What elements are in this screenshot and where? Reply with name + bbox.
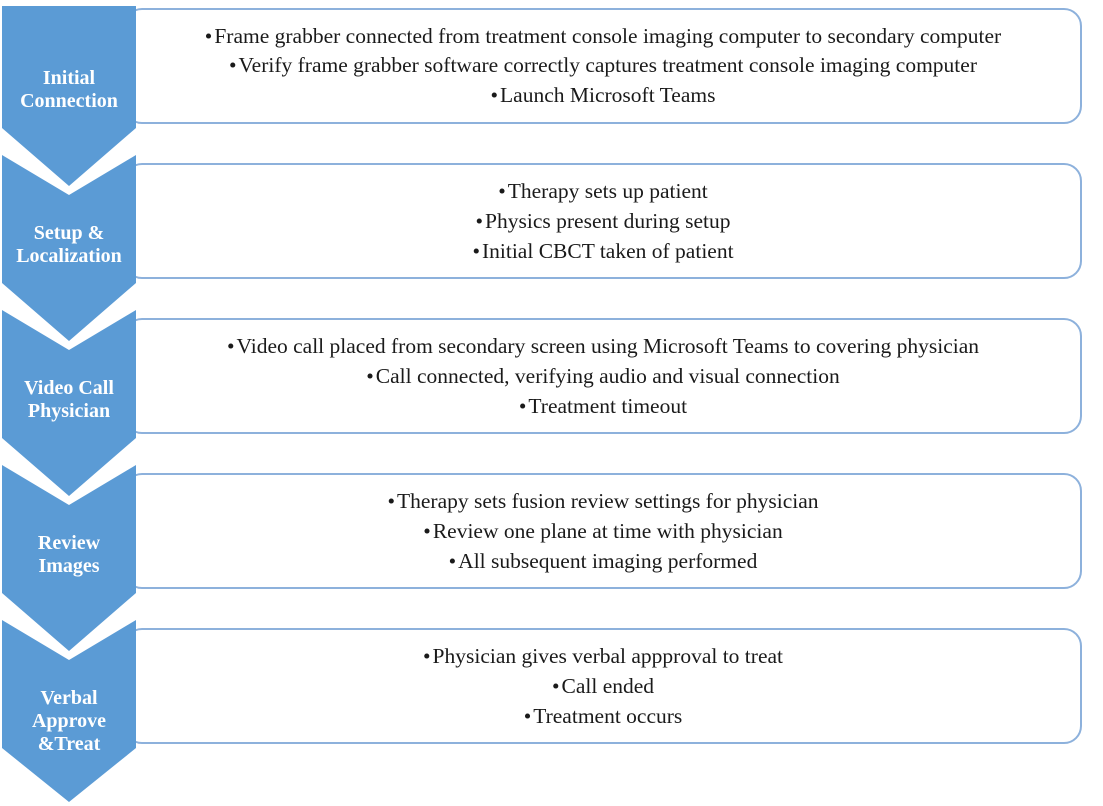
bullet-icon: • (226, 334, 235, 358)
bullet-item (227, 391, 979, 421)
step-label-line: Connection (20, 90, 118, 112)
bullet-icon: • (498, 179, 506, 203)
step-label-line: Initial (42, 67, 96, 89)
step-initial-connection (0, 0, 1103, 150)
bullet-text: Frame grabber connected from treatment console imaging computer to secondary computer (214, 23, 1002, 48)
bullet-icon: • (523, 704, 532, 728)
step-detail-box (124, 8, 1082, 124)
bullet-icon: • (366, 364, 374, 388)
step-label (4, 525, 134, 585)
bullet-icon: • (423, 644, 431, 668)
bullet-list (393, 641, 813, 731)
bullet-item (387, 486, 818, 516)
step-label (4, 682, 134, 760)
step-label (4, 60, 134, 120)
bullet-item (227, 361, 979, 391)
step-label-line: Localization (16, 245, 122, 267)
bullet-text: Video call placed from secondary screen using Microsoft Teams to covering physician (236, 334, 980, 358)
bullet-item (472, 176, 733, 206)
bullet-icon: • (423, 519, 431, 543)
step-label-line: Approve (31, 709, 107, 732)
bullet-text: Call connected, verifying audio and visual connection (375, 364, 840, 388)
bullet-icon: • (387, 489, 395, 513)
bullet-icon: • (518, 394, 527, 418)
step-label-line: Images (38, 555, 100, 577)
bullet-text: Physics present during setup (485, 209, 731, 233)
step-label-line: Verbal (40, 686, 98, 709)
step-label-line: Video Call (24, 377, 114, 399)
bullet-text: Treatment occurs (533, 704, 683, 728)
bullet-list (357, 486, 848, 576)
step-verbal-approve-treat (0, 620, 1103, 770)
bullet-text: Therapy sets up patient (507, 179, 708, 203)
step-video-call-physician (0, 310, 1103, 460)
step-review-images (0, 465, 1103, 615)
bullet-icon: • (448, 549, 457, 573)
bullet-item (423, 701, 783, 731)
step-label-line: &Treat (37, 732, 101, 755)
bullet-list (175, 23, 1031, 110)
bullet-icon: • (490, 82, 499, 107)
bullet-item (423, 671, 783, 701)
bullet-item (472, 206, 733, 236)
bullet-item (472, 236, 733, 266)
step-detail-box (124, 473, 1082, 589)
step-detail-box (124, 318, 1082, 434)
step-label-line: Physician (27, 400, 111, 422)
bullet-item (205, 23, 1001, 50)
bullet-text: Call ended (561, 674, 655, 698)
bullet-list (197, 331, 1009, 421)
step-detail-box (124, 163, 1082, 279)
step-label-line: Setup & (33, 222, 105, 244)
bullet-text: Verify frame grabber software correctly captures treatment console imaging computer (238, 52, 977, 77)
bullet-text: Launch Microsoft Teams (500, 82, 716, 107)
bullet-list (442, 176, 763, 266)
step-label-line: Review (37, 532, 101, 554)
bullet-text: Physician gives verbal appproval to treat (432, 644, 783, 668)
step-detail-box (124, 628, 1082, 744)
bullet-icon: • (229, 52, 237, 77)
bullet-item (205, 80, 1001, 110)
bullet-item (387, 516, 818, 546)
bullet-icon: • (551, 674, 560, 698)
bullet-icon: • (204, 23, 213, 48)
bullet-icon: • (475, 209, 484, 233)
bullet-text: Initial CBCT taken of patient (481, 239, 734, 263)
bullet-item (423, 641, 783, 671)
step-label (4, 370, 134, 430)
bullet-icon: • (472, 239, 480, 263)
bullet-text: Therapy sets fusion review settings for physician (396, 489, 819, 513)
bullet-text: Treatment timeout (528, 394, 688, 418)
step-label (4, 215, 134, 275)
bullet-text: Review one plane at time with physician (432, 519, 783, 543)
bullet-item (205, 50, 1001, 80)
bullet-text: All subsequent imaging performed (458, 549, 758, 573)
bullet-item (227, 331, 979, 361)
step-setup-localization (0, 155, 1103, 305)
bullet-item (387, 546, 818, 576)
